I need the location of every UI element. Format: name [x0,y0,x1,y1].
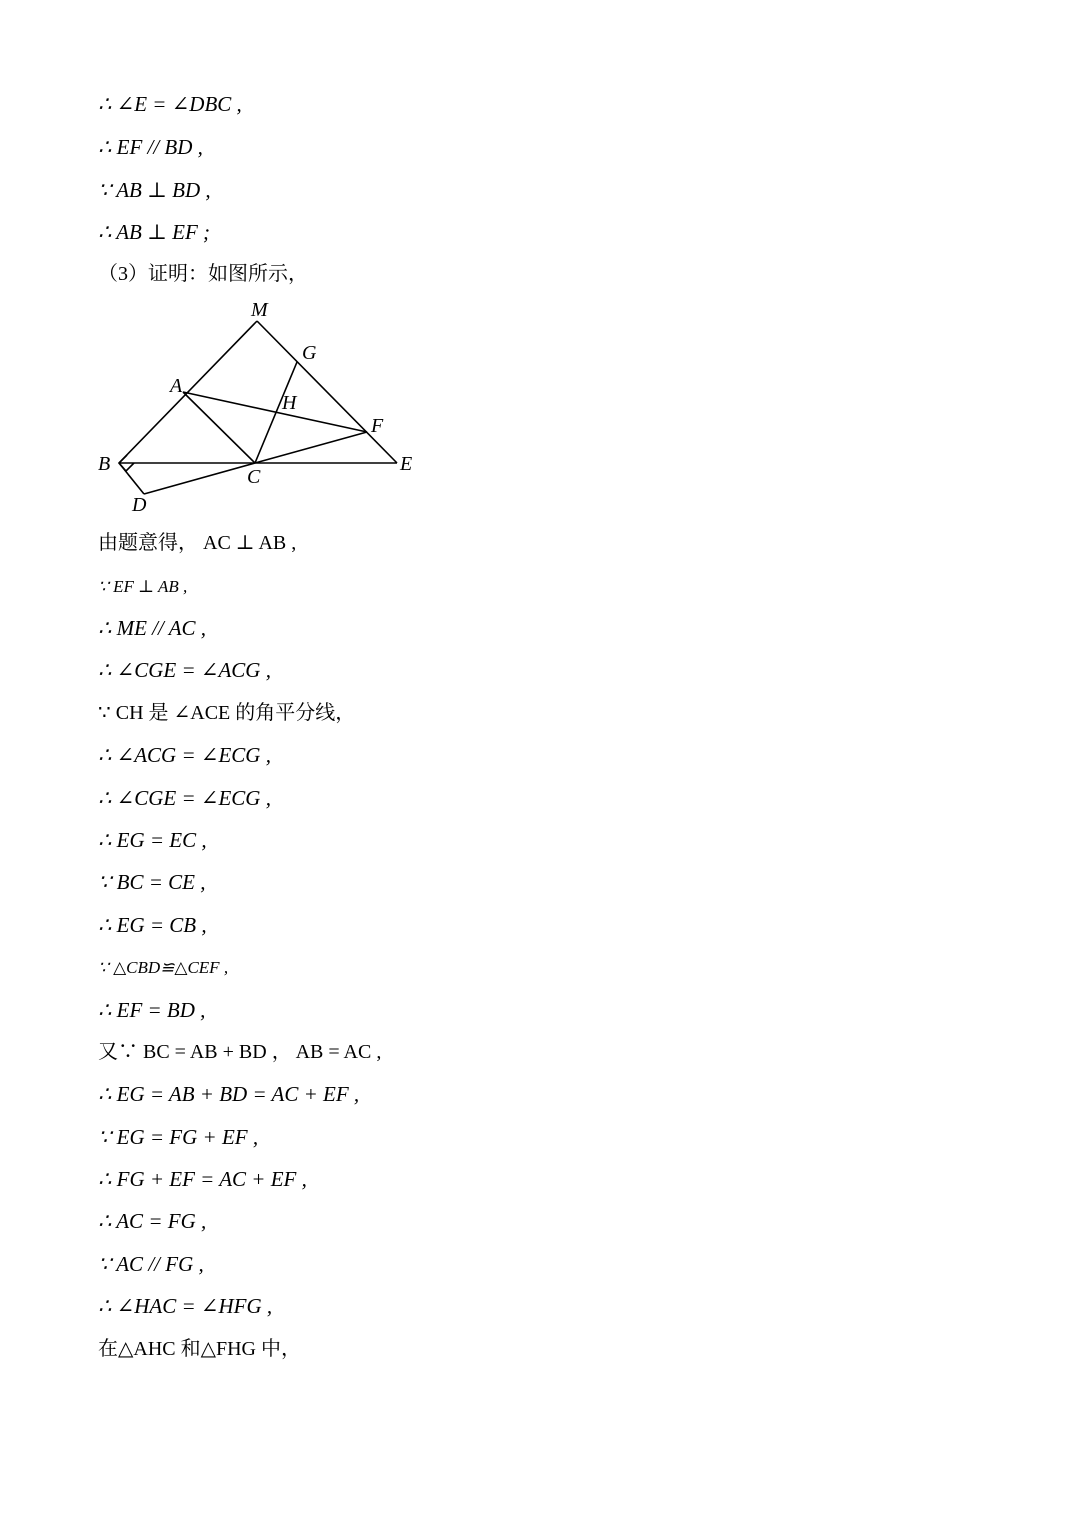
proof-line: ∴ ∠CGE = ∠ECG , [98,786,271,810]
label-A: A [170,375,183,397]
proof-line: ∵ CH 是 ∠ACE 的角平分线， [98,702,356,724]
label-C: C [247,466,261,488]
proof-line: ∵ AB ⊥ BD , [98,178,211,202]
proof-line: ∵ AC // FG , [98,1252,204,1276]
proof-line: ∴ EG = CB , [98,913,207,937]
label-D: D [132,494,147,516]
proof-line: ∴ ∠CGE = ∠ACG , [98,658,271,682]
proof-line: ∴ EG = EC , [98,828,207,852]
label-H: H [282,392,297,414]
segment-ME [257,321,397,463]
proof-line: 又∵ BC = AB + BD ， AB = AC , [98,1041,382,1063]
proof-line: 在△AHC 和△FHG 中， [98,1338,301,1360]
proof-line: ∴ EF // BD , [98,135,203,159]
label-G: G [302,342,317,364]
proof-line: ∵ EG = FG + EF , [98,1125,259,1149]
segment-CF [255,432,367,463]
proof-line: ∴ EF = BD , [98,998,206,1022]
section-heading: （3）证明：如图所示， [98,263,308,285]
proof-line: ∵ EF ⊥ AB , [98,577,188,596]
proof-line: ∴ ∠E = ∠DBC , [98,92,242,116]
proof-line: ∴ EG = AB + BD = AC + EF , [98,1082,360,1106]
geometry-figure [92,296,422,518]
proof-line: ∴ AC = FG , [98,1209,207,1233]
segment-AC [183,392,255,463]
proof-line: ∴ ∠ACG = ∠ECG , [98,743,271,767]
segment-DC [144,463,255,494]
proof-line: ∴ AB ⊥ EF ; [98,220,211,244]
label-E: E [400,453,413,475]
proof-line: ∵ BC = CE , [98,870,206,894]
label-B: B [98,453,111,475]
proof-line: 由题意得， AC ⊥ AB , [98,532,297,554]
proof-line: ∴ ME // AC , [98,616,207,640]
proof-line: ∴ FG + EF = AC + EF , [98,1167,307,1191]
segment-AF [183,392,367,432]
proof-line: ∵ △CBD≌△CEF , [98,958,229,977]
label-M: M [251,299,268,321]
proof-line: ∴ ∠HAC = ∠HFG , [98,1294,273,1318]
label-F: F [371,415,384,437]
segment-BM [119,321,257,463]
